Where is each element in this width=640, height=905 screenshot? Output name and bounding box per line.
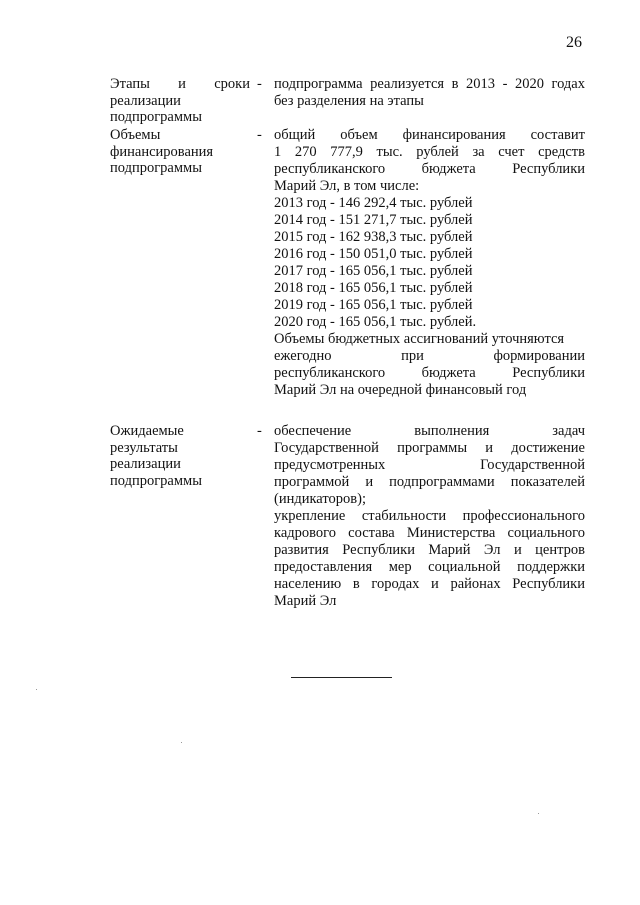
funding-year-line: 2018 год - 165 056,1 тыс. рублей <box>274 280 473 296</box>
results-label-line: реализации <box>110 456 181 472</box>
results-value-line: (индикаторов); <box>274 491 366 507</box>
results-value-line: программой и подпрограммами показателей <box>274 474 585 490</box>
funding-value-line: республиканского бюджета Республики <box>274 365 585 381</box>
results-label-line: Ожидаемые <box>110 423 184 439</box>
funding-year-line: 2015 год - 162 938,3 тыс. рублей <box>274 229 473 245</box>
scan-speck <box>538 813 539 814</box>
funding-year-line: 2016 год - 150 051,0 тыс. рублей <box>274 246 473 262</box>
stages-label-word: и <box>178 76 186 92</box>
funding-value <box>274 127 585 399</box>
results-value-line: развития Республики Марий Эл и центров <box>274 542 585 558</box>
stages-label <box>110 76 250 126</box>
funding-value-line: 1 270 777,9 тыс. рублей за счет средств <box>274 144 585 160</box>
funding-value-line: ежегодно при формировании <box>274 348 585 364</box>
scan-speck <box>36 689 37 690</box>
results-dash: - <box>257 423 262 439</box>
stages-label-line: подпрограммы <box>110 109 202 125</box>
results-value-line: кадрового состава Министерства социального <box>274 525 585 541</box>
funding-value-line: общий объем финансирования составит <box>274 127 585 143</box>
stages-value-line: без разделения на этапы <box>274 93 424 109</box>
results-value-line: предусмотренных Государственной <box>274 457 585 473</box>
funding-year-line: 2014 год - 151 271,7 тыс. рублей <box>274 212 473 228</box>
funding-label-line: финансирования <box>110 143 214 160</box>
results-value-line: обеспечение выполнения задач <box>274 423 585 439</box>
funding-year-line: 2017 год - 165 056,1 тыс. рублей <box>274 263 473 279</box>
funding-value-line: Марий Эл на очередной финансовый год <box>274 382 527 398</box>
stages-label-word: сроки <box>214 76 250 92</box>
funding-year-line: 2020 год - 165 056,1 тыс. рублей. <box>274 314 477 330</box>
stages-dash: - <box>257 76 262 92</box>
funding-label-line: подпрограммы <box>110 160 202 176</box>
stages-label-line1 <box>110 76 250 93</box>
results-value-line: Марий Эл <box>274 593 337 609</box>
funding-year-line: 2019 год - 165 056,1 тыс. рублей <box>274 297 473 313</box>
stages-label-line: реализации <box>110 92 181 109</box>
funding-dash: - <box>257 127 262 143</box>
end-separator-line <box>291 677 392 678</box>
funding-year-line: 2013 год - 146 292,4 тыс. рублей <box>274 195 473 211</box>
results-value <box>274 423 585 610</box>
results-label-line: результаты <box>110 439 178 456</box>
results-value-line: предоставления мер социальной поддержки <box>274 559 585 575</box>
scan-speck <box>181 742 182 743</box>
results-value-line: населению в городах и районах Республики <box>274 576 585 592</box>
results-label <box>110 423 250 489</box>
results-value-line: Государственной программы и достижение <box>274 440 585 456</box>
stages-value <box>274 76 585 110</box>
results-label-line: подпрограммы <box>110 472 202 489</box>
page-number: 26 <box>566 34 582 51</box>
funding-value-line: Объемы бюджетных ассигнований уточняются <box>274 331 565 347</box>
stages-value-line: подпрограмма реализуется в 2013 - 2020 годах <box>274 76 585 92</box>
funding-label-line: Объемы <box>110 127 161 143</box>
funding-value-line: Марий Эл, в том числе: <box>274 178 420 194</box>
stages-label-word: Этапы <box>110 76 150 92</box>
funding-label <box>110 127 250 177</box>
results-value-line: укрепление стабильности профессионального <box>274 508 585 524</box>
funding-value-line: республиканского бюджета Республики <box>274 161 585 177</box>
